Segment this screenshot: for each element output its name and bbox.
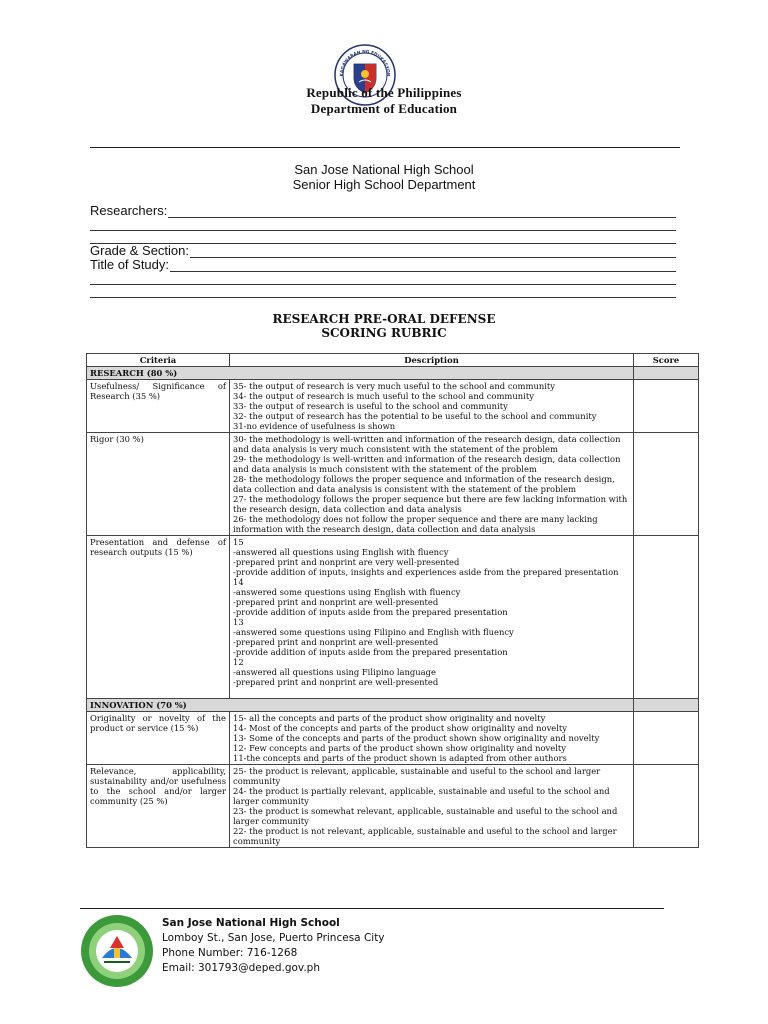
description-line: 35- the output of research is very much useful to the school and community <box>233 381 556 391</box>
description-line: -prepared print and nonprint are well-presented <box>233 597 439 607</box>
title-of-study-label: Title of Study: <box>90 257 169 272</box>
title-of-study-field[interactable] <box>90 257 676 272</box>
description-line: 25- the product is relevant, applicable, sustainable and useful to the school and larger community <box>233 766 601 786</box>
description-line: 14- Most of the concepts and parts of the product show originality and novelty <box>233 723 568 733</box>
header-divider <box>90 147 680 148</box>
footer-school-name: San Jose National High School <box>162 917 340 929</box>
grade-section-label: Grade & Section: <box>90 243 189 258</box>
description-line: 28- the methodology follows the proper sequence and information of the research design, data collection and data analysis is consistent with the statement of the problem <box>233 474 615 494</box>
description-line: 33- the output of research is useful to the school and community <box>233 401 508 411</box>
description-line: -provide addition of inputs aside from the prepared presentation <box>233 647 508 657</box>
school-logo-icon <box>80 914 154 988</box>
description-line: 26- the methodology does not follow the proper sequence and there are many lacking information with the research design, data collection and data analysis <box>233 514 598 534</box>
footer-divider <box>80 908 664 909</box>
title-of-study-line-3[interactable] <box>90 297 676 298</box>
scoring-rubric-table <box>86 353 699 848</box>
criteria-cell: Rigor (30 %) <box>87 433 230 536</box>
researchers-label: Researchers: <box>90 203 168 218</box>
table-row <box>87 536 699 699</box>
footer-contact <box>162 916 385 976</box>
description-line: 30- the methodology is well-written and information of the research design, data collection and data analysis is very much consistent with the statement of the problem <box>233 434 621 454</box>
title-of-study-line[interactable] <box>170 259 676 272</box>
table-row <box>87 712 699 765</box>
description-line: -prepared print and nonprint are well-presented <box>233 637 439 647</box>
description-line <box>233 687 630 697</box>
researchers-field[interactable] <box>90 203 676 218</box>
description-cell <box>230 765 634 848</box>
score-cell[interactable] <box>634 433 699 536</box>
description-line: 22- the product is not relevant, applicable, sustainable and useful to the school and larger community <box>233 826 617 846</box>
description-line: 11-the concepts and parts of the product shown is adapted from other authors <box>233 753 567 763</box>
score-cell[interactable] <box>634 712 699 765</box>
description-line: -answered some questions using Filipino and English with fluency <box>233 627 514 637</box>
description-line: 15- all the concepts and parts of the product show originality and novelty <box>233 713 546 723</box>
table-row <box>87 765 699 848</box>
description-line: 29- the methodology is well-written and information of the research design, data collection and data analysis is much consistent with the statement of the problem <box>233 454 621 474</box>
table-row <box>87 433 699 536</box>
score-cell[interactable] <box>634 536 699 699</box>
description-line: -answered all questions using Filipino language <box>233 667 436 677</box>
criteria-cell: Originality or novelty of the product or service (15 %) <box>87 712 230 765</box>
rubric-body <box>87 367 699 848</box>
description-line: 31-no evidence of usefulness is shown <box>233 421 396 431</box>
researchers-line-2[interactable] <box>90 230 676 231</box>
description-line: -prepared print and nonprint are well-presented <box>233 677 439 687</box>
description-line: -prepared print and nonprint are very well-presented <box>233 557 460 567</box>
description-line: 13 <box>233 617 244 627</box>
table-header-row <box>87 354 699 367</box>
score-column-header: Score <box>634 354 699 367</box>
description-cell <box>230 380 634 433</box>
rubric-subtitle: SCORING RUBRIC <box>321 326 447 340</box>
description-line: 13- Some of the concepts and parts of the product shown show originality and novelty <box>233 733 600 743</box>
description-line: 34- the output of research is much useful to the school and community <box>233 391 534 401</box>
description-line: 14 <box>233 577 244 587</box>
description-line: -answered some questions using English with fluency <box>233 587 461 597</box>
department-heading: Department of Education <box>310 101 458 116</box>
section-header-row <box>87 699 699 712</box>
section-score-cell[interactable] <box>634 699 699 712</box>
school-department: Senior High School Department <box>292 177 476 192</box>
description-line: -answered all questions using English with fluency <box>233 547 449 557</box>
score-cell[interactable] <box>634 380 699 433</box>
description-line: 27- the methodology follows the proper sequence but there are few lacking information with the research design, data collection and data analysis <box>233 494 628 514</box>
grade-section-field[interactable] <box>90 243 676 258</box>
description-cell <box>230 433 634 536</box>
description-cell <box>230 536 634 699</box>
republic-heading: Republic of the Philippines <box>306 85 462 100</box>
description-line: 15 <box>233 537 244 547</box>
criteria-column-header: Criteria <box>87 354 230 367</box>
footer-address: Lomboy St., San Jose, Puerto Princesa City <box>162 932 385 944</box>
section-title: INNOVATION (70 %) <box>87 699 634 712</box>
section-title: RESEARCH (80 %) <box>87 367 634 380</box>
section-score-cell[interactable] <box>634 367 699 380</box>
description-cell <box>230 712 634 765</box>
description-line: 12 <box>233 657 244 667</box>
title-of-study-line-2[interactable] <box>90 284 676 285</box>
footer-email: Email: 301793@deped.gov.ph <box>162 962 320 974</box>
criteria-cell: Presentation and defense of research outputs (15 %) <box>87 536 230 699</box>
footer-phone: Phone Number: 716-1268 <box>162 947 298 959</box>
school-name: San Jose National High School <box>294 162 474 177</box>
svg-text:KAGAWARAN NG EDUKASYON: KAGAWARAN NG EDUKASYON <box>339 49 391 77</box>
criteria-cell: Relevance, applicability, sustainability and/or usefulness to the school and/or larger community (25 %) <box>87 765 230 848</box>
score-cell[interactable] <box>634 765 699 848</box>
description-line: 23- the product is somewhat relevant, applicable, sustainable and useful to the school and larger community <box>233 806 618 826</box>
description-line: 24- the product is partially relevant, applicable, sustainable and useful to the school and larger community <box>233 786 610 806</box>
researchers-line[interactable] <box>168 205 676 218</box>
description-line: 12- Few concepts and parts of the product shown show originality and novelty <box>233 743 567 753</box>
criteria-cell: Usefulness/ Significance of Research (35 %) <box>87 380 230 433</box>
rubric-title: RESEARCH PRE-ORAL DEFENSE <box>272 312 496 326</box>
section-header-row <box>87 367 699 380</box>
description-line: -provide addition of inputs, insights and experiences aside from the prepared presentation <box>233 567 619 577</box>
description-line: -provide addition of inputs aside from the prepared presentation <box>233 607 508 617</box>
description-column-header: Description <box>230 354 634 367</box>
table-row <box>87 380 699 433</box>
description-line: 32- the output of research has the potential to be useful to the school and community <box>233 411 597 421</box>
